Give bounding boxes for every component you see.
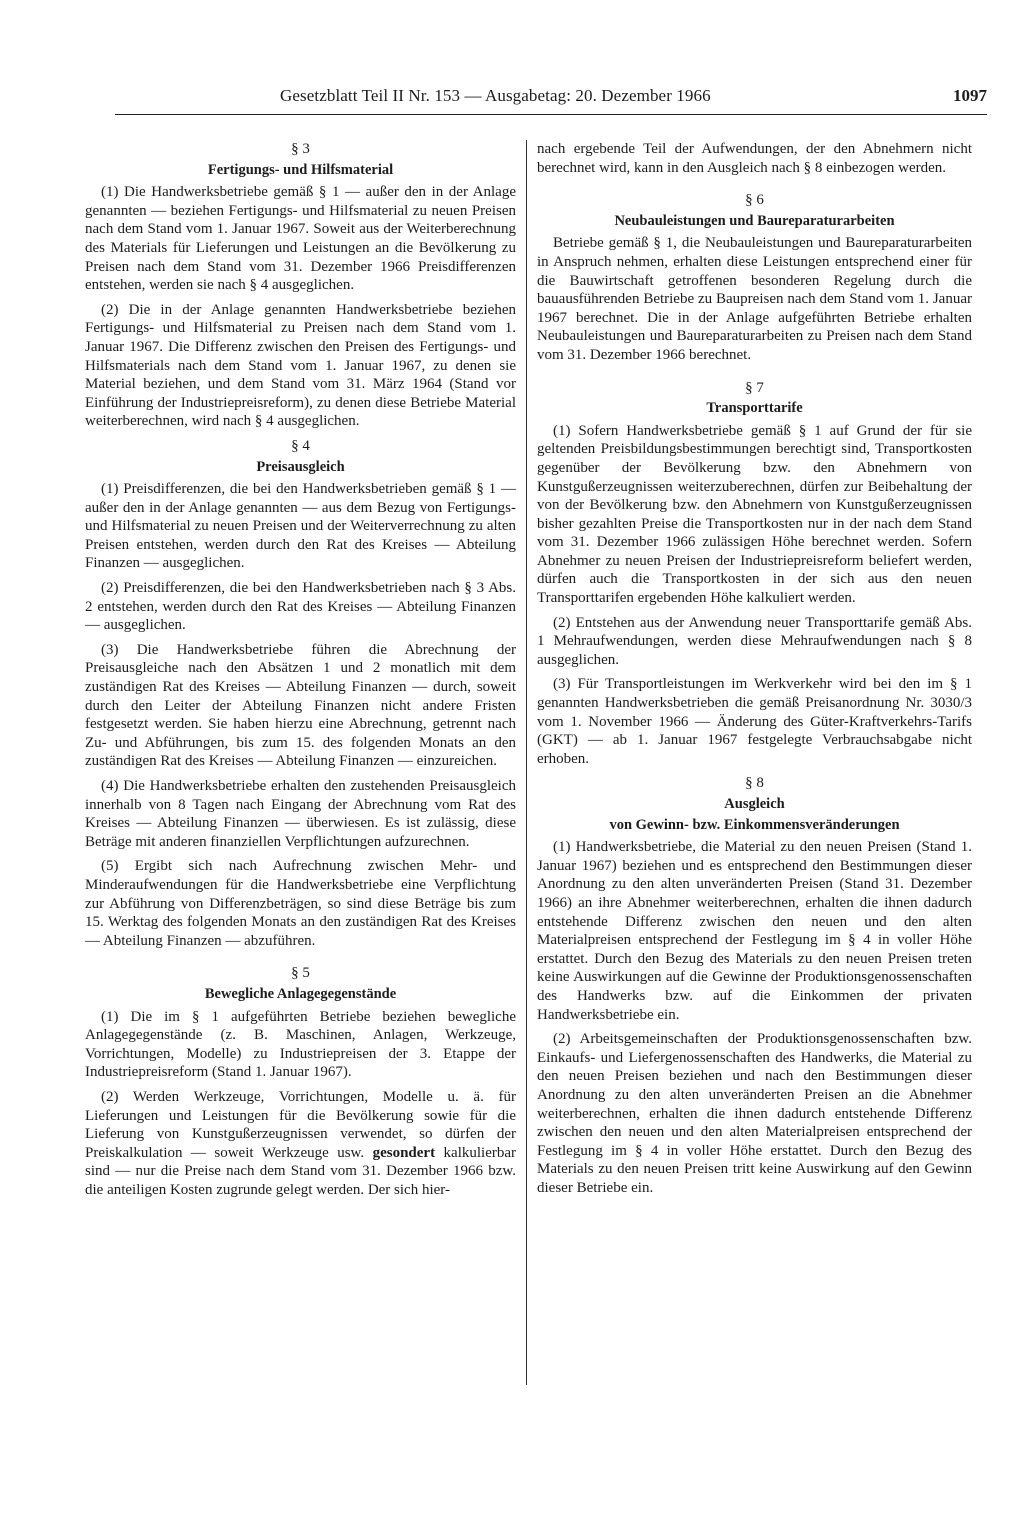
paragraph: (3) Die Handwerksbetriebe führen die Abrechnung der Preisausgleiche nach den Absätzen 1 und 2 monatlich mit dem zuständigen Rat des Kreises — Abteilung Finanzen — durch, soweit durch den Leiter der Abteilung Finanzen nicht andere Fristen festgesetzt werden. Sie haben hierzu eine Abrechnung, getrennt nach Zu- und Abführungen, bis zum 15. des folgenden Monats an den zuständigen Rat des Kreises — Abteilung Finanzen — einzureichen. [85,641,516,770]
paragraph [85,1088,516,1200]
section-title: Bewegliche Anlagegegenstände [204,985,397,1002]
paragraph: (3) Für Transportleistungen im Werkverkehr wird bei den im § 1 genannten Handwerksbetrieben die gemäß Preisanordnung Nr. 3030/3 vom 1. November 1966 — Änderung des Güter-Kraftverkehrs-Tarifs (GKT) — ab 1. Januar 1967 festgelegte Verbrauchsabgabe nicht erhoben. [537,676,972,767]
section-title: Preisausgleich [256,458,345,475]
section-number: § 7 [745,379,764,396]
header-title: Gesetzblatt Teil II Nr. 153 — Ausgabetag: 20. Dezember 1966 [280,86,711,105]
section-number: § 5 [291,965,310,982]
page-number: 1097 [953,86,987,105]
paragraph: (5) Ergibt sich nach Aufrechnung zwischen Mehr- und Minderaufwendungen für die Handwerksbetriebe eine Verpflichtung zur Abführung von Differenzbeträgen, so sind diese Beträge bis zum 15. Werktag des folgenden Monats an den zuständigen Rat des Kreises — Abteilung Finanzen — abzuführen. [85,858,516,949]
section-number: § 3 [291,141,310,157]
paragraph: (4) Die Handwerksbetriebe erhalten den zustehenden Preisausgleich innerhalb von 8 Tagen nach Eingang der Abrechnung vom Rat des Kreises — Abteilung Finanzen — überwiesen. Es ist zulässig, diese Beträge mit anderen finanziellen Verpflichtungen aufzurechnen. [85,778,516,850]
paragraph: (1) Die im § 1 aufgeführten Betriebe beziehen bewegliche Anlagegegenstände (z. B. Maschinen, Anlagen, Werkzeuge, Vorrichtungen, Modelle) zu Industriepreisen der 3. Etappe der Industriepreisreform (Stand 1. Januar 1967). [85,1008,516,1081]
paragraph: (1) Preisdifferenzen, die bei den Handwerksbetrieben gemäß § 1 — außer den in der Anlage genannten — aus dem Bezug von Fertigungs- und Hilfsmaterial zu neuen Preisen und der Weiterverrechnung zu alten Preisen entstehen, werden durch den Rat des Kreises — Abteilung Finanzen — ausgeglichen. [85,481,516,572]
paragraph-continuation: nach ergebende Teil der Aufwendungen, der den Abnehmern nicht berechnet wird, kann in den Ausgleich nach § 8 einbezogen werden. [537,141,972,176]
section-number: § 6 [745,192,764,209]
column-divider [526,140,527,1385]
paragraph: (2) Arbeitsgemeinschaften der Produktionsgenossenschaften bzw. Einkaufs- und Liefergenossenschaften des Handwerks, die Material zu den neuen Preisen beziehen und nach den Bestimmungen dieser Anordnung zu den alten unveränderten Preisen an die Abnehmer weiterberechnen, erhalten die ihnen dadurch entstehende Differenz zwischen den neuen und den alten Materialpreisen entsprechend der Festlegung im § 4 in voller Höhe erstattet. Durch den Bezug des Materials zu den neuen Preisen tritt keine Auswirkung auf den Gewinn dieser Betriebe ein. [537,1031,972,1196]
section-number: § 4 [291,437,310,454]
paragraph-text: kalkulierbar sind — nur die Preise nach dem Stand vom 31. Dezember 1966 bzw. die anteiligen Kosten zugrunde gelegt werden. Der sich hier- [85,1144,516,1198]
left-column [85,140,516,1205]
section-subtitle: von Gewinn- bzw. Einkommensveränderungen [609,816,900,833]
paragraph: (2) Die in der Anlage genannten Handwerksbetriebe beziehen Fertigungs- und Hilfsmaterial zu Preisen nach dem Stand vom 1. Januar 1967. Die Differenz zwischen den Preisen des Fertigungs- und Hilfsmaterials nach dem Stand vom 1. Januar 1967, zu denen sie Material beziehen, und dem Stand vom 31. März 1964 (Stand vor Einführung der Industriepreisreform), zu denen diese Betriebe Material weiterberechnen, wird nach § 4 ausgeglichen. [85,301,516,430]
paragraph: (1) Die Handwerksbetriebe gemäß § 1 — außer den in der Anlage genannten — beziehen Fertigungs- und Hilfsmaterial zu neuen Preisen nach dem Stand vom 1. Januar 1967. Soweit aus der Weiterberechnung des Materials für Lieferungen und Leistungen an die Bevölkerung zu Preisen nach dem Stand vom 31. Dezember 1966 Preisdifferenzen entstehen, werden sie nach § 4 ausgeglichen. [85,184,516,294]
paragraph-text: (2) Werden Werkzeuge, Vorrichtungen, Modelle u. ä. für Lieferungen und Leistungen für die Bevölkerung sowie für die Lieferung von Kunstgußerzeugnissen verwendet, so dürfen der Preiskalkulation — soweit Werkzeuge usw. [85,1088,516,1161]
paragraph: (1) Handwerksbetriebe, die Material zu den neuen Preisen (Stand 1. Januar 1967) beziehen und es entsprechend den Bestimmungen dieser Anordnung zu den alten unveränderten Preisen (Stand 31. Dezember 1966) an ihre Abnehmer weiterberechnen, erhalten die ihnen dadurch entstehende Differenz zwischen den neuen und den alten Materialpreisen entsprechend der Festlegung im § 4 in voller Höhe erstattet. Durch den Bezug des Materials zu den neuen Preisen treten keine Auswirkungen auf die Gewinne der Produktionsgenossenschaften des Handwerks bzw. auf die Einkommen der privaten Handwerksbetriebe ein. [537,839,972,1023]
section-title: Fertigungs- und Hilfsmaterial [207,161,394,178]
paragraph: (1) Sofern Handwerksbetriebe gemäß § 1 auf Grund der für sie geltenden Preisbildungsbestimmungen berechtigt sind, Transportkosten gegenüber der Bevölkerung bzw. den Abnehmern von Kunstgußerzeugnissen weiterzuberechnen, dürfen zur Beibehaltung der von der Bevölkerung bzw. den Abnehmern von Kunstgußerzeugnissen bisher gezahlten Preise die Transportkosten nur in der nach dem Stand vom 31. Dezember 1966 zulässigen Höhe berechnet werden. Sofern Abnehmer zu neuen Preisen der Industriepreisreform beliefert werden, dürfen auch die Transportkosten in der sich aus den neuen Transporttarifen ergebenden Höhe kalkuliert werden. [537,422,972,607]
page-header [115,86,987,115]
section-number: § 8 [745,775,764,792]
section-title: Neubauleistungen und Baureparaturarbeiten [614,212,895,229]
paragraph: Betriebe gemäß § 1, die Neubauleistungen und Baureparaturarbeiten in Anspruch nehmen, erhalten diese Leistungen entsprechend einer für die Bauwirtschaft getroffenen besonderen Regelung durch die bauausführenden Betriebe zu Baupreisen nach dem Stand vom 1. Januar 1967 berechnet. Die in der Anlage aufgeführten Betriebe erhalten Neubauleistungen und Baureparaturarbeiten zu Preisen nach dem Stand vom 31. Dezember 1966 berechnet. [537,235,972,363]
emphasized-word: gesondert [372,1144,436,1161]
paragraph: (2) Entstehen aus der Anwendung neuer Transporttarife gemäß Abs. 1 Mehraufwendungen, werden diese Mehraufwendungen nach § 8 ausgeglichen. [537,614,972,668]
paragraph: (2) Preisdifferenzen, die bei den Handwerksbetrieben nach § 3 Abs. 2 entstehen, werden durch den Rat des Kreises — Abteilung Finanzen — ausgeglichen. [85,580,516,634]
section-title: Ausgleich [724,796,785,812]
right-column [537,140,972,1203]
section-title: Transporttarife [706,400,803,417]
